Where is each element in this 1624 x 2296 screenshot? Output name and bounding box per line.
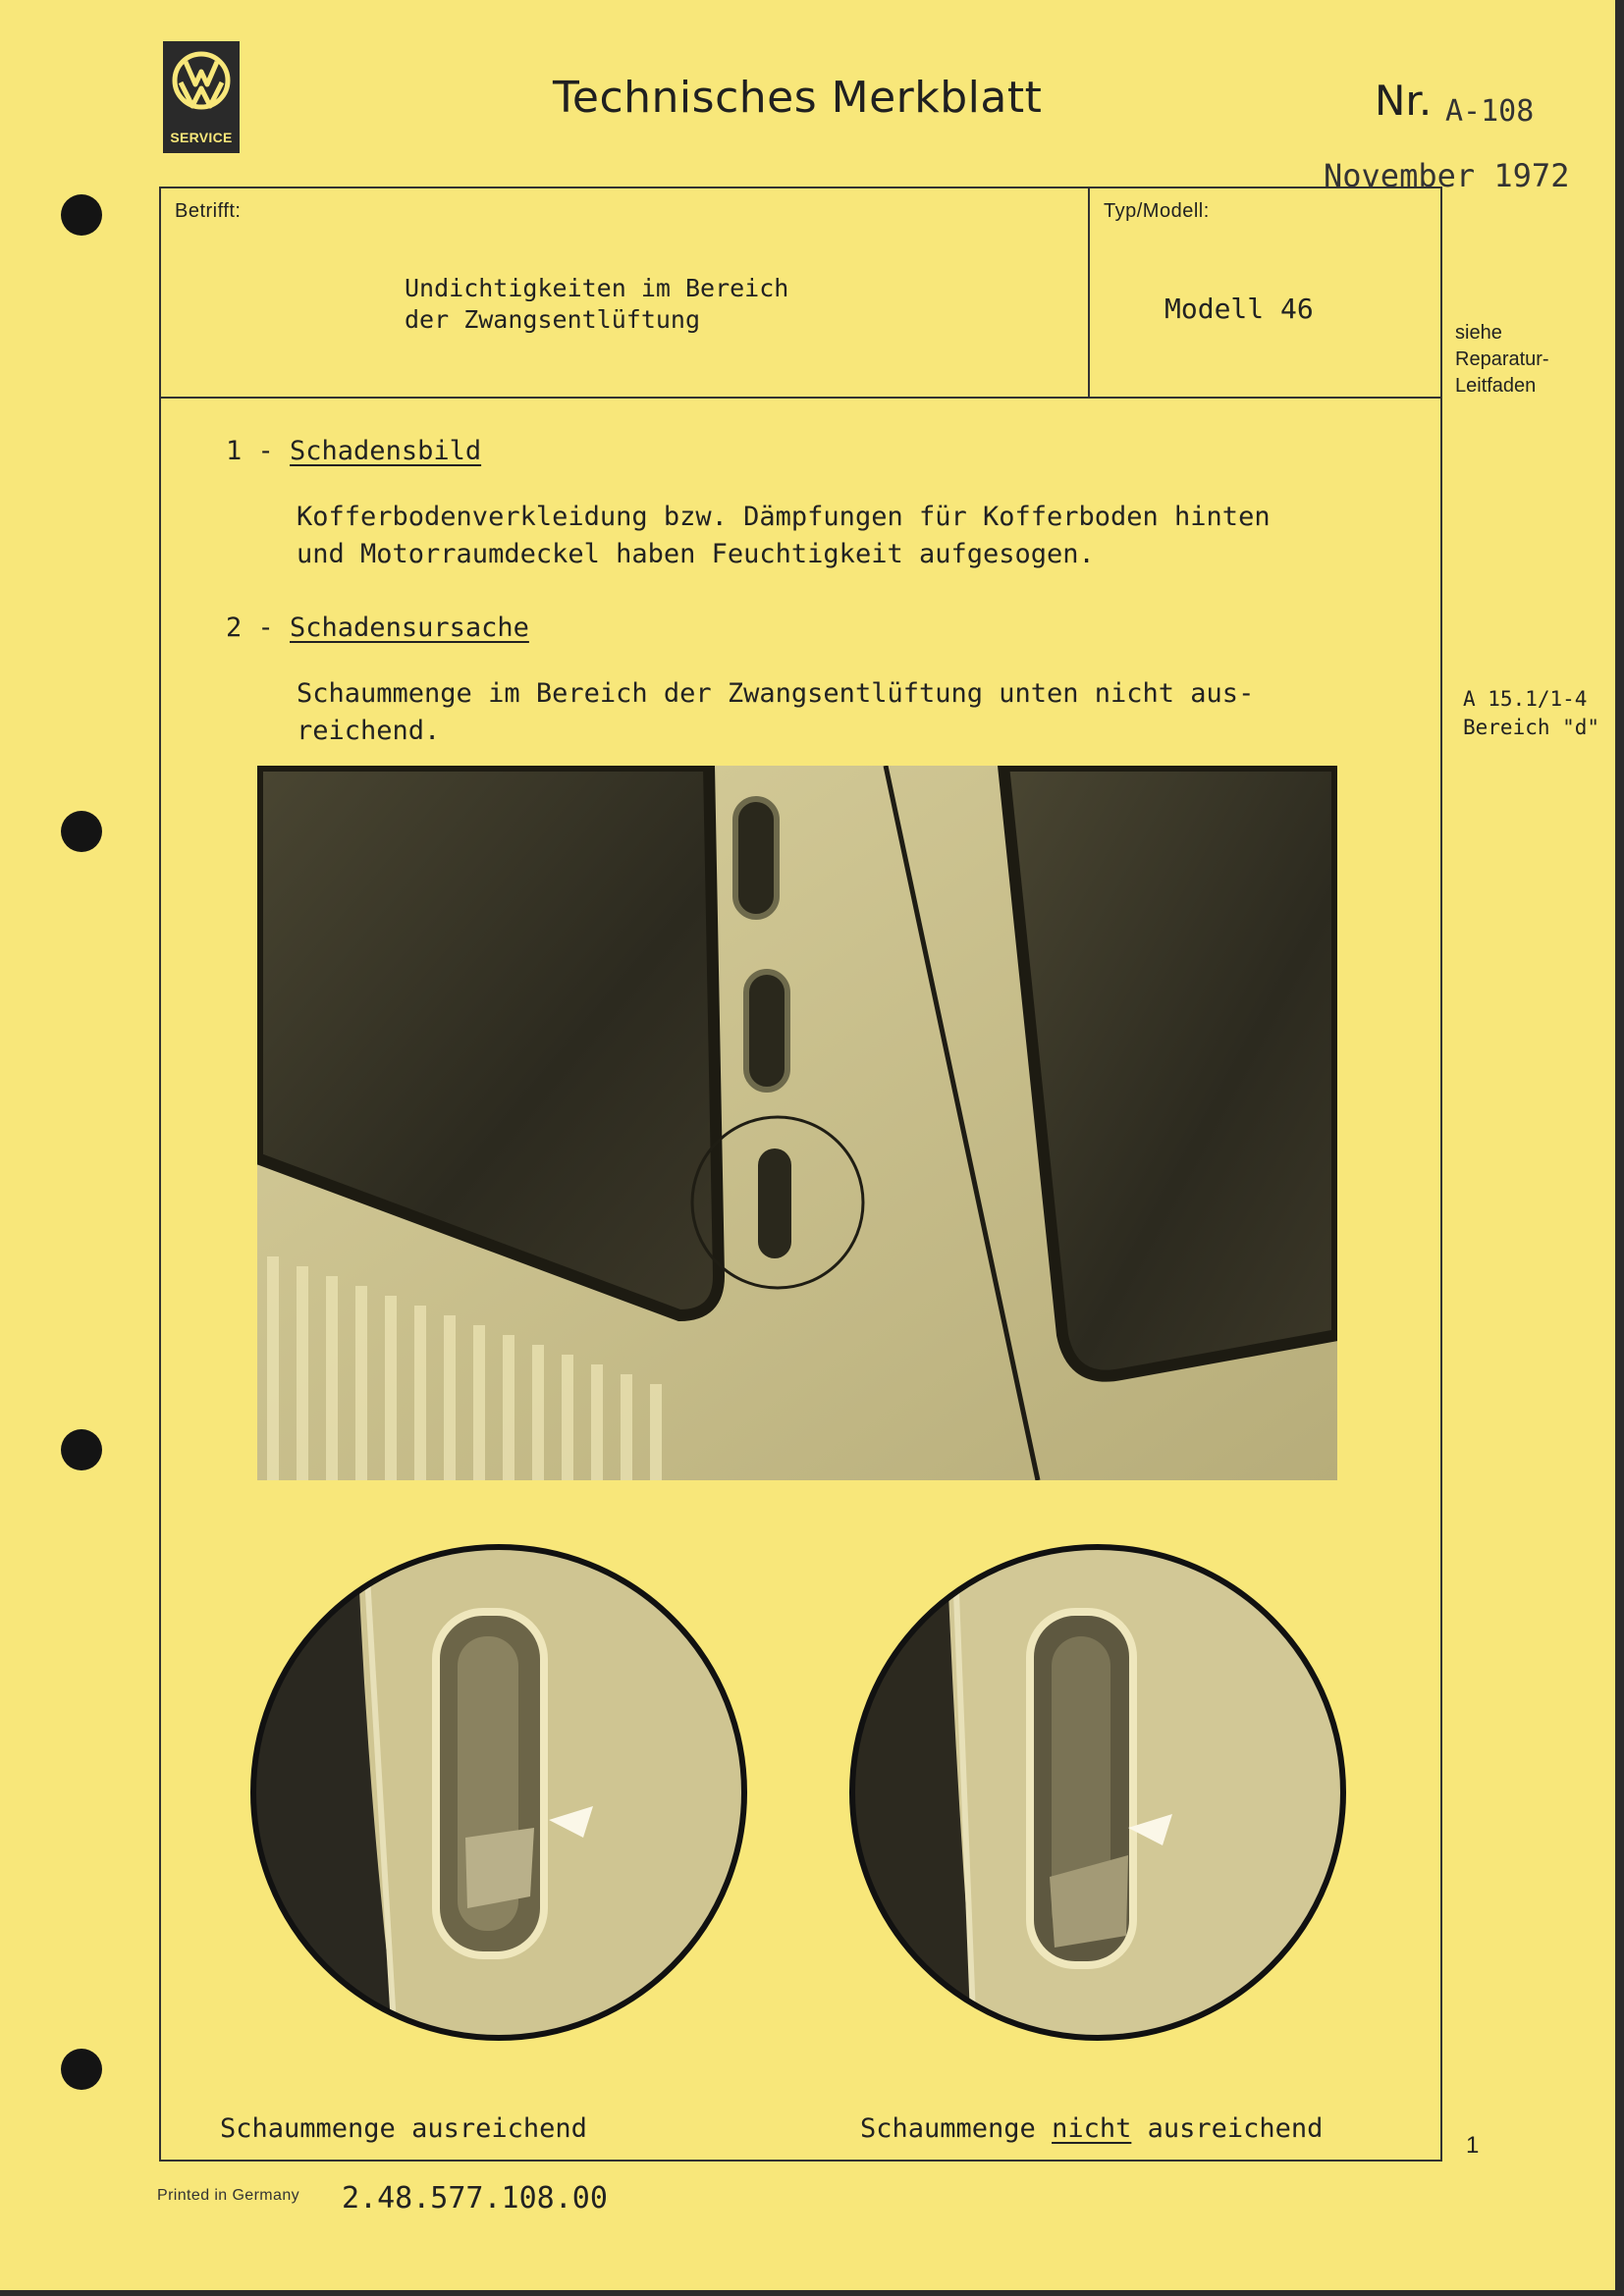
punch-hole [61, 194, 102, 236]
subject-label: Betrifft: [175, 200, 242, 222]
section-body: Kofferbodenverkleidung bzw. Dämpfungen für Kofferboden hinten und Motorraumdeckel haben Feuchtigkeit aufgesogen. [297, 502, 1271, 569]
document-title: Technisches Merkblatt [553, 73, 1043, 123]
caption-text: ausreichend [1131, 2113, 1324, 2144]
caption-text: Schaummenge [860, 2113, 1053, 2144]
caption-sufficient: Schaummenge ausreichend [220, 2113, 587, 2144]
subject-text: Undichtigkeiten im Bereich der Zwangsentlüftung [405, 274, 789, 334]
section-heading [226, 613, 529, 643]
vent-area-photo [257, 766, 1337, 1480]
side-reference-line: Reparatur- [1455, 348, 1549, 370]
section-heading [226, 436, 481, 466]
section-body: Schaummenge im Bereich der Zwangsentlüftung unten nicht aus- reichend. [297, 678, 1255, 746]
section-number: 1 - [226, 436, 291, 466]
punch-hole [61, 2049, 102, 2090]
number-label: Nr. [1375, 77, 1433, 125]
section-title: Schadensbild [290, 436, 482, 466]
side-reference-line: siehe [1455, 322, 1502, 344]
document-code: 2.48.577.108.00 [342, 2181, 608, 2216]
section-title: Schadensursache [290, 613, 529, 643]
caption-emphasis: nicht [1052, 2113, 1132, 2144]
model-value: Modell 46 [1164, 293, 1314, 325]
vw-service-logo [163, 41, 240, 153]
section-number: 2 - [226, 613, 291, 643]
detail-photo-insufficient [848, 1543, 1347, 2042]
document-number: A-108 [1445, 94, 1535, 129]
caption-insufficient [860, 2113, 1323, 2144]
detail-photo-sufficient [249, 1543, 748, 2042]
logo-label: SERVICE [170, 130, 233, 145]
punch-hole [61, 811, 102, 852]
vw-emblem-icon [170, 45, 233, 114]
document-date: November 1972 [1324, 157, 1570, 194]
section-side-reference: A 15.1/1-4 Bereich "d" [1463, 687, 1600, 739]
printed-in-label: Printed in Germany [157, 2187, 300, 2204]
page-number: 1 [1466, 2132, 1480, 2159]
model-label: Typ/Modell: [1104, 200, 1210, 222]
side-reference-line: Leitfaden [1455, 375, 1537, 397]
header-table-divider [1088, 187, 1090, 399]
side-reference [1455, 320, 1549, 400]
punch-hole [61, 1429, 102, 1470]
